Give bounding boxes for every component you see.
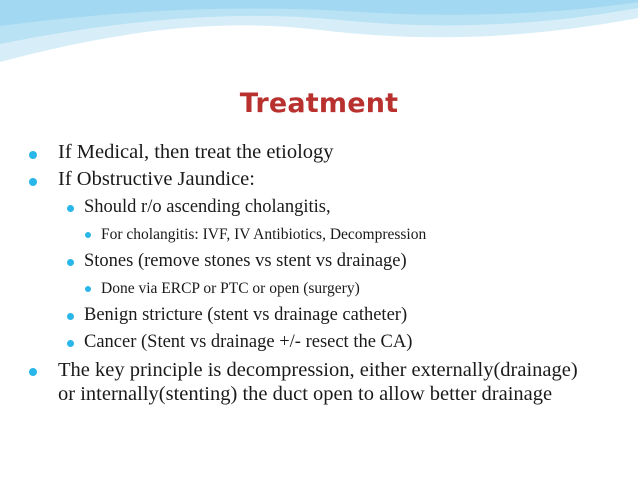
bullet-dot [29, 151, 37, 159]
bullet-dot [85, 286, 91, 292]
slide-title: Treatment [239, 88, 399, 119]
bullet-dot [29, 178, 37, 186]
bullet-dot [67, 259, 74, 266]
bullet-item-stones: Stones (remove stones vs stent vs drainage) [84, 251, 407, 271]
bullet-item-cholangitis-ro: Should r/o ascending cholangitis, [84, 197, 331, 217]
bullet-dot [67, 313, 74, 320]
bullet-item-medical: If Medical, then treat the etiology [58, 141, 334, 163]
bullet-dot [67, 205, 74, 212]
bullet-item-cholangitis-treatment: For cholangitis: IVF, IV Antibiotics, Decompression [101, 226, 427, 243]
bullet-dot [29, 368, 37, 376]
bullet-item-ercp: Done via ERCP or PTC or open (surgery) [101, 280, 360, 297]
bullet-item-obstructive-jaundice: If Obstructive Jaundice: [58, 168, 255, 190]
bullet-item-cancer: Cancer (Stent vs drainage +/- resect the CA) [84, 332, 413, 352]
bullet-dot [67, 340, 74, 347]
bullet-item-benign-stricture: Benign stricture (stent vs drainage catheter) [84, 305, 408, 325]
bullet-dot [85, 232, 91, 238]
bullet-item-key-principle: The key principle is decompression, either externally(drainage) or internally(stenting) the duct open to allow better drainage [58, 359, 578, 405]
